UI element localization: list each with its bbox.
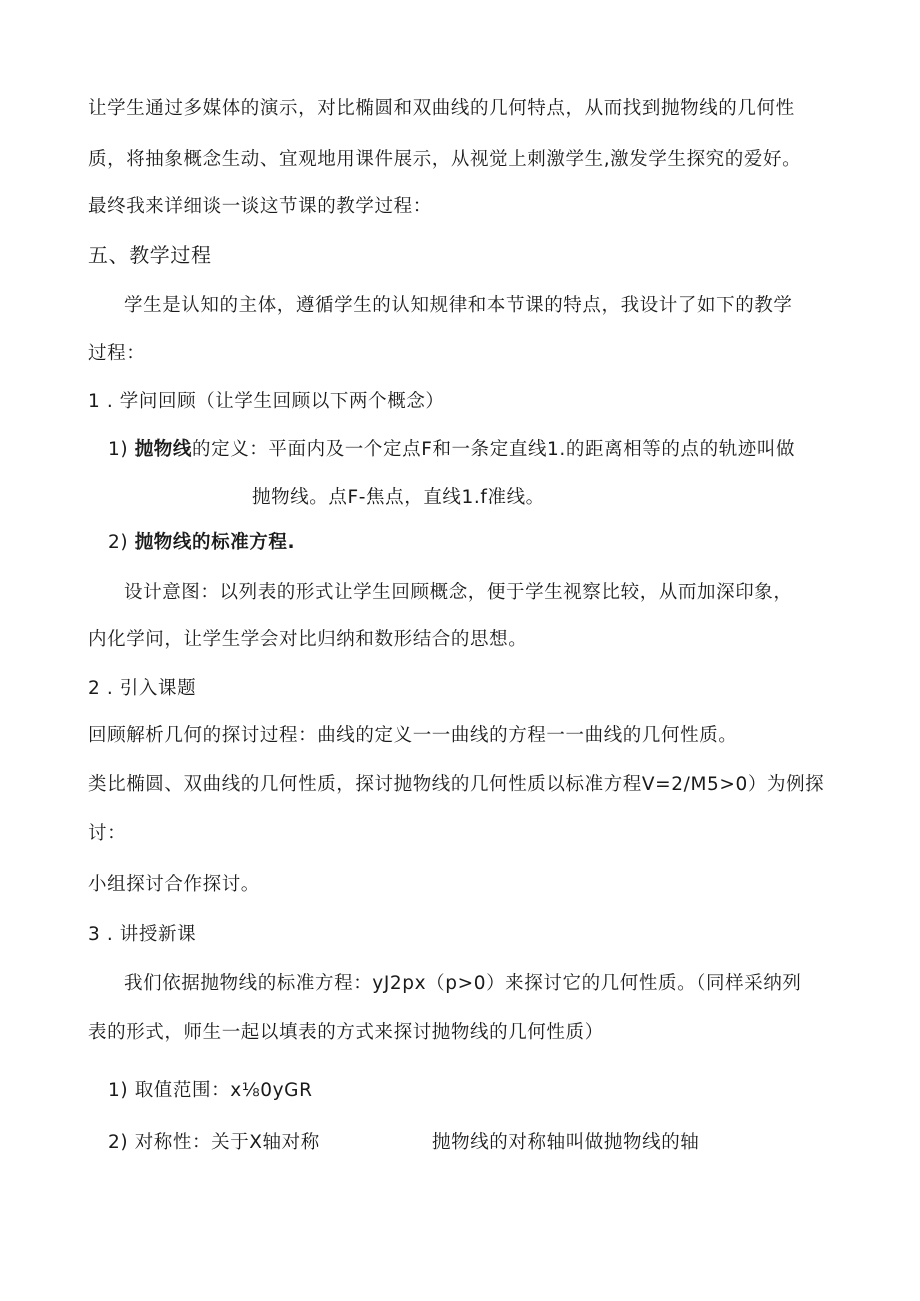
section-3-line-2: 表的形式，师生一起以填表的方式来探讨抛物线的几何性质） — [88, 1022, 604, 1043]
section-3-item-2-note: 抛物线的对称轴叫做抛物线的轴 — [432, 1132, 700, 1153]
section-2-line-2: 类比椭圆、双曲线的几何性质，探讨抛物线的几何性质以标准方程V=2∕M5>0）为例探 — [88, 774, 825, 795]
paragraph-1-line-1: 让学生通过多媒体的演示，对比椭圆和双曲线的几何特点，从而找到抛物线的几何性 — [88, 98, 795, 119]
paragraph-2-line-2: 过程： — [88, 343, 146, 364]
item-term: 抛物线 — [134, 439, 192, 460]
paragraph-1-line-3: 最终我来详细谈一谈这节课的教学过程： — [88, 196, 432, 217]
heading-teaching-process: 五、教学过程 — [88, 243, 212, 267]
paragraph-2-line-1: 学生是认知的主体，遵循学生的认知规律和本节课的特点，我设计了如下的教学 — [124, 295, 793, 316]
section-2-line-1: 回顾解析几何的探讨过程：曲线的定义一一曲线的方程一一曲线的几何性质。 — [88, 725, 738, 746]
section-1-title: 1 . 学问回顾（让学生回顾以下两个概念） — [88, 391, 445, 412]
section-1-item-1-continued: 抛物线。点F-焦点，直线1.f准线。 — [252, 487, 545, 508]
section-3-item-1 — [108, 1078, 313, 1104]
section-3-line-1: 我们依据抛物线的标准方程：yJ2px（p>0）来探讨它的几何性质。（同样采纳列 — [124, 973, 802, 994]
section-2-line-3: 讨： — [88, 823, 127, 844]
section-1-item-2 — [108, 530, 295, 556]
item-text: 对称性：关于X轴对称 — [134, 1132, 320, 1153]
section-1-item-1 — [108, 437, 795, 463]
item-text: 取值范围：x⅛0yGR — [134, 1080, 313, 1101]
section-2-line-4: 小组探讨合作探讨。 — [88, 874, 260, 895]
paragraph-1-line-2: 质，将抽象概念生动、宜观地用课件展示，从视觉上刺激学生,激发学生探究的爱好。 — [88, 149, 802, 170]
item-text: 抛物线的标准方程. — [134, 532, 296, 553]
item-number: 1) — [108, 1080, 129, 1101]
design-intent-line-1: 设计意图：以列表的形式让学生回顾概念，便于学生视察比较，从而加深印象， — [124, 582, 793, 603]
item-number: 1) — [108, 439, 129, 460]
design-intent-line-2: 内化学问，让学生学会对比归纳和数形结合的思想。 — [88, 629, 528, 650]
section-3-title: 3 . 讲授新课 — [88, 924, 197, 945]
section-2-title: 2 . 引入课题 — [88, 678, 197, 699]
section-3-item-2 — [108, 1130, 320, 1156]
item-number: 2) — [108, 1132, 129, 1153]
item-number: 2) — [108, 532, 129, 553]
item-text: 的定义：平面内及一个定点F和一条定直线1.的距离相等的点的轨迹叫做 — [192, 439, 796, 460]
